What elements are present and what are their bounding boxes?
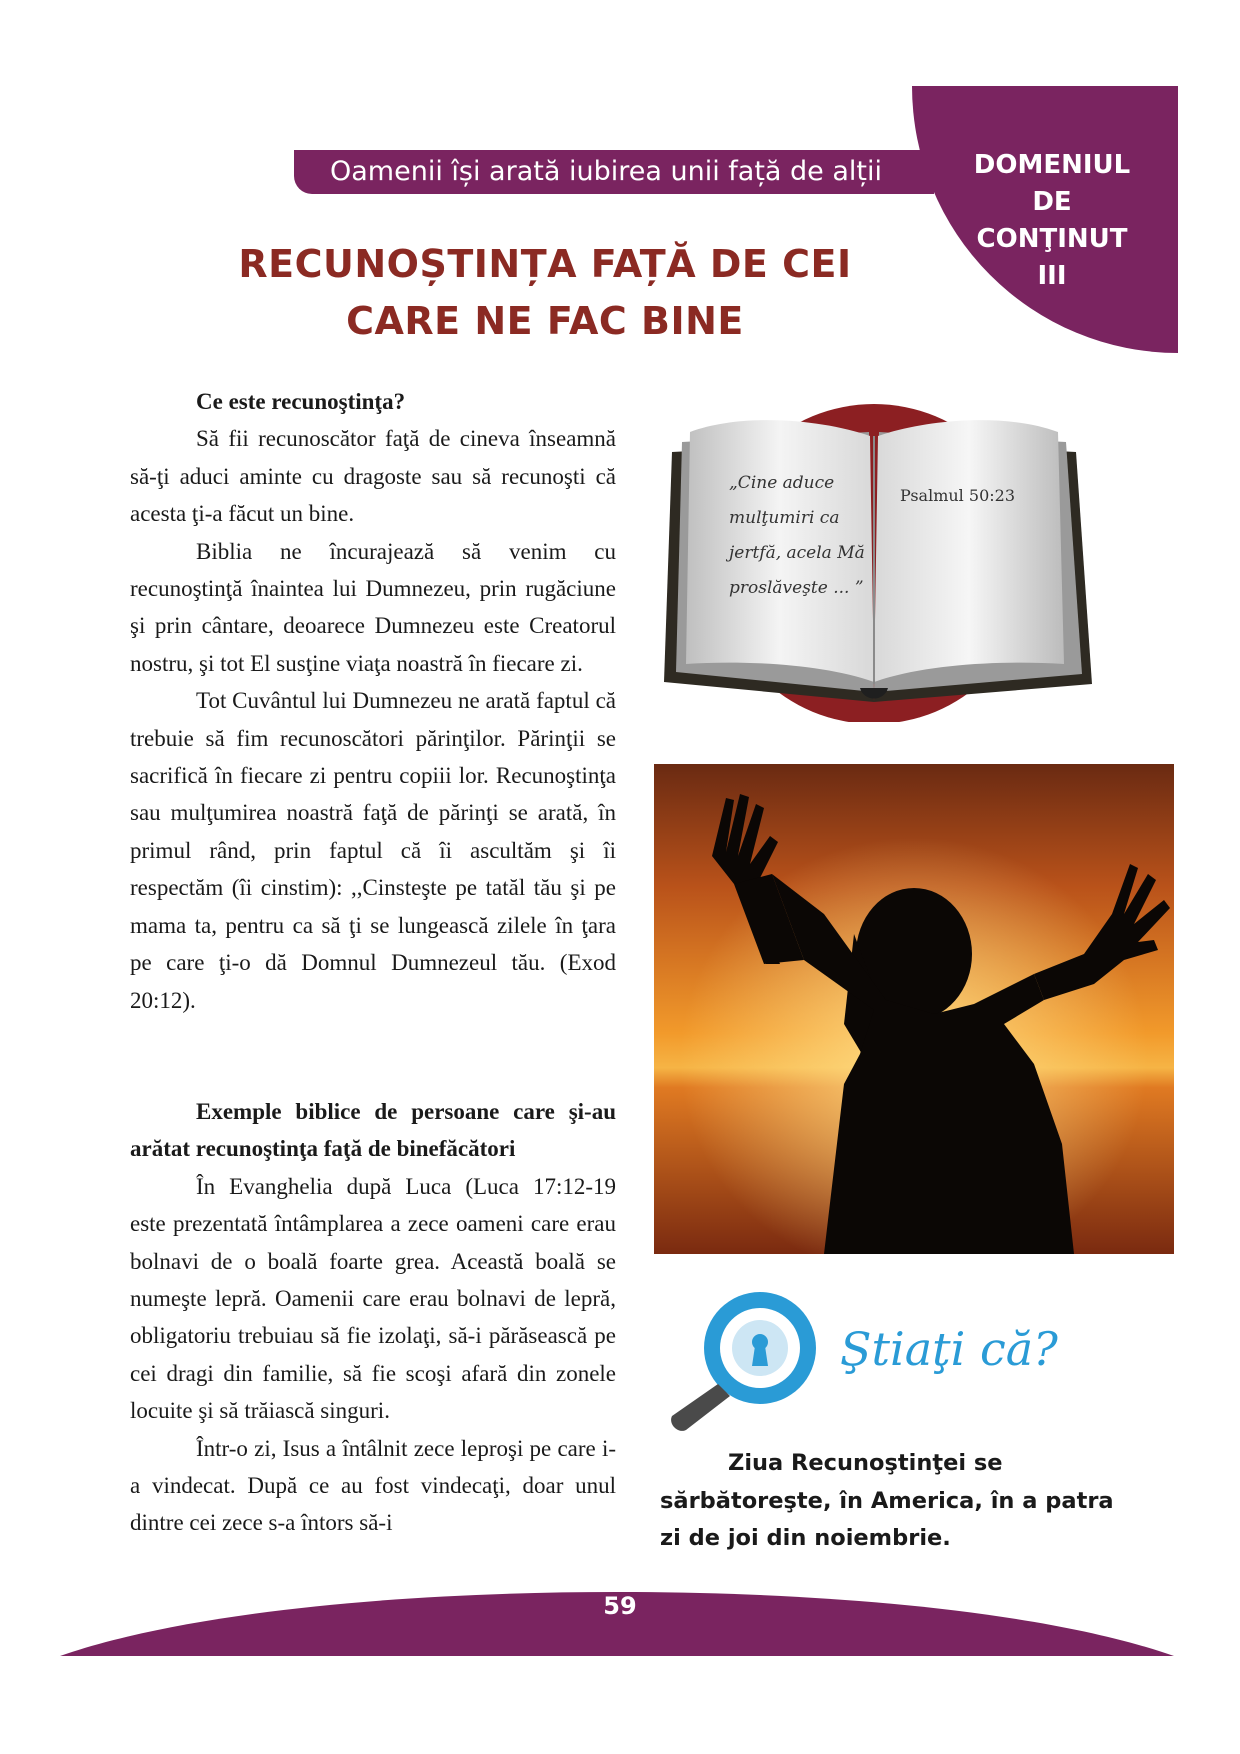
- sunset-silhouette-photo: [654, 764, 1174, 1254]
- chapter-banner-text: Oamenii își arată iubirea unii față de alții: [330, 156, 883, 187]
- fact-line: sărbătoreşte, în America, în a patra: [660, 1487, 1114, 1514]
- did-you-know-title: Ştiaţi că?: [840, 1322, 1058, 1376]
- paragraph: Tot Cuvântul lui Dumnezeu ne arată faptul că trebuie să fim recunoscători părinţilor. Părinţii se sacrifică în fiecare zi pentru copiii lor. Recunoştinţa sau mulţumirea noastră faţă de părinţi se arată, în primul rând, prin faptul că îi ascultăm şi îi respectăm (îi cinstim): ,,Cinsteşte pe tatăl tău şi pe mama ta, pentru ca să ţi se lungească zilele în ţara pe care ţi-o dă Domnul Dumnezeul tău. (Exod 20:12).: [130, 688, 616, 1013]
- page-number: 59: [603, 1592, 637, 1620]
- domain-tab-line: III: [1037, 261, 1067, 291]
- magnifier-lock-icon: [660, 1284, 830, 1434]
- fact-line: Ziua Recunoştinţei se: [728, 1450, 1003, 1476]
- section-what-is-gratitude: [130, 383, 616, 1019]
- book-verse: „Cine aduce mulţumiri ca jertfă, acela Mă proslăveşte ... ”: [729, 473, 865, 598]
- paragraph: Biblia ne încurajează să venim cu recunoştinţă înaintea lui Dumnezeu, prin rugăciune şi prin cântare, deoarece Dumnezeu este Creatorul nostru, şi tot El susţine viaţa noastră în fiecare zi.: [130, 538, 616, 676]
- section-biblical-examples: [130, 1093, 616, 1542]
- fact-line: zi de joi din noiembrie.: [660, 1525, 951, 1551]
- paragraph: În Evanghelia după Luca (Luca 17:12-19 este prezentată întâmplarea a zece oameni care erau bolnavi de o boală foarte grea. Această boală se numeşte lepră. Oamenii care erau bolnavi de lepră, obligatoriu trebuiau să fie izolaţi, să-i părăsească pe cei dragi din familie, să fie scoşi afară din zonele locuite şi să trăiască singuri.: [130, 1173, 616, 1424]
- domain-tab-line: DOMENIUL: [973, 150, 1131, 180]
- domain-tab-line: CONŢINUT: [976, 224, 1128, 254]
- section-heading: Exemple biblice de persoane care şi-au arătat recunoştinţa faţă de binefăcători: [130, 1099, 616, 1162]
- domain-tab-line: DE: [1032, 187, 1072, 217]
- domain-tab: [912, 86, 1178, 353]
- paragraph: Să fii recunoscător faţă de cineva înseamnă să-ţi aduci aminte cu dragoste sau să recunoşti că acesta ţi-a făcut un bine.: [130, 426, 616, 527]
- paragraph: Într-o zi, Isus a întâlnit zece leproşi pe care i-a vindecat. După ce au fost vindecaţi, doar unul dintre cei zece s-a întors să-i: [130, 1435, 616, 1536]
- book-verse-reference: Psalmul 50:23: [900, 486, 1015, 505]
- did-you-know-fact: [660, 1445, 1114, 1558]
- page-title: [195, 236, 895, 350]
- page-title-line: RECUNOȘTINȚA FAȚĂ DE CEI: [238, 242, 852, 286]
- section-heading: Ce este recunoştinţa?: [196, 389, 406, 414]
- page-title-line: CARE NE FAC BINE: [346, 299, 744, 343]
